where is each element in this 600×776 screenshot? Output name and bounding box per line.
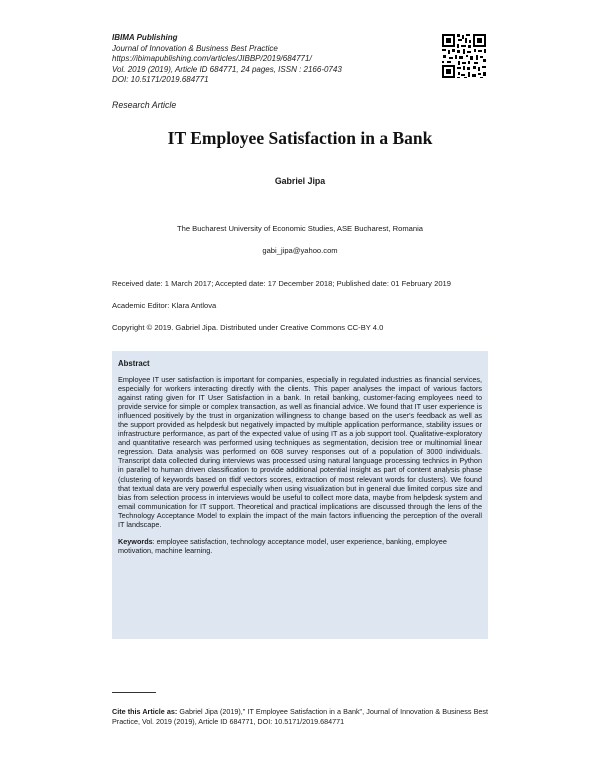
author-name: Gabriel Jipa: [274, 176, 326, 186]
paper-title: IT Employee Satisfaction in a Bank: [167, 128, 433, 148]
keywords: [118, 537, 482, 555]
author-email[interactable]: gabi_jipa@yahoo.com: [262, 246, 338, 255]
keywords-label: Keywords: [118, 536, 153, 546]
journal-header: [112, 33, 432, 86]
article-url[interactable]: https://ibimapublishing.com/articles/JIBBP/2019/684771/: [112, 54, 312, 64]
article-type: Research Article: [112, 100, 177, 110]
volume-info: Vol. 2019 (2019), Article ID 684771, 24 pages, ISSN : 2166-0743: [112, 64, 342, 74]
publisher-name: IBIMA Publishing: [112, 33, 178, 42]
journal-name: Journal of Innovation & Business Best Practice: [112, 43, 278, 53]
copyright-notice: Copyright © 2019. Gabriel Jipa. Distributed under Creative Commons CC-BY 4.0: [112, 323, 384, 332]
citation-label: Cite this Article as:: [112, 707, 178, 716]
citation: [112, 707, 488, 726]
keywords-list: : employee satisfaction, technology acceptance model, user experience, banking, employee motivation, machine learning.: [118, 536, 447, 555]
abstract-box: [112, 351, 488, 639]
footnote-divider: [112, 692, 156, 693]
abstract-heading: Abstract: [118, 359, 150, 368]
author-affiliation: The Bucharest University of Economic Studies, ASE Bucharest, Romania: [176, 224, 424, 233]
citation-text: Gabriel Jipa (2019)," IT Employee Satisfaction in a Bank", Journal of Innovation & Business Best Practice, Vol. 2019 (2019), Article ID 684771, DOI: 10.5171/2019.684771: [112, 707, 488, 726]
abstract-text: Employee IT user satisfaction is important for companies, especially in regulated industries as financial services, especially for workers interacting directly with the clients. This paper analyses the impact of various factors against rating given for IT User Satisfaction in a bank. In retail banking, customer-facing employees need to provide service for simple or complex transaction, as well as financial advice. We found that IT user experience is influenced positively by the trust in organization willingness to change based on the user's feedback as well as the support provided as helpdesk but negatively impacted by multiple application performance, stability issues or infrastructure performance, as part of the expected value of using IT as a job support tool. Qualitative-exploratory and quantitative research was performed using techniques as segmentation, decision tree or multinomial linear regression. Data analysis was performed on 608 survey responses out of a population of 3000 individuals. Transcript data collected during interviews was processed using natural language processing technics in Python in parallel to human driven classification to provide additional potential insight as part of content analysis phase (clustering of keywords based on tfidf vectors scores, extraction of most relevant words for clusters). We found that textual data are very powerful especially when using visualization but in general due limited corpus size and bias from selection process in interviews would be useful to collect more data, maybe from helpdesk system and email communication for IT support. Theoretical and practical implications are discussed through the lens of the Technology Acceptance Model to explain the impact of the main factors influencing the perception of the overall IT landscape.: [118, 375, 482, 529]
publication-dates: Received date: 1 March 2017; Accepted date: 17 December 2018; Published date: 01 February 2019: [112, 279, 451, 288]
academic-editor: Academic Editor: Klara Antlova: [112, 301, 217, 310]
qr-code-icon: [441, 33, 487, 79]
doi: DOI: 10.5171/2019.684771: [112, 75, 209, 85]
